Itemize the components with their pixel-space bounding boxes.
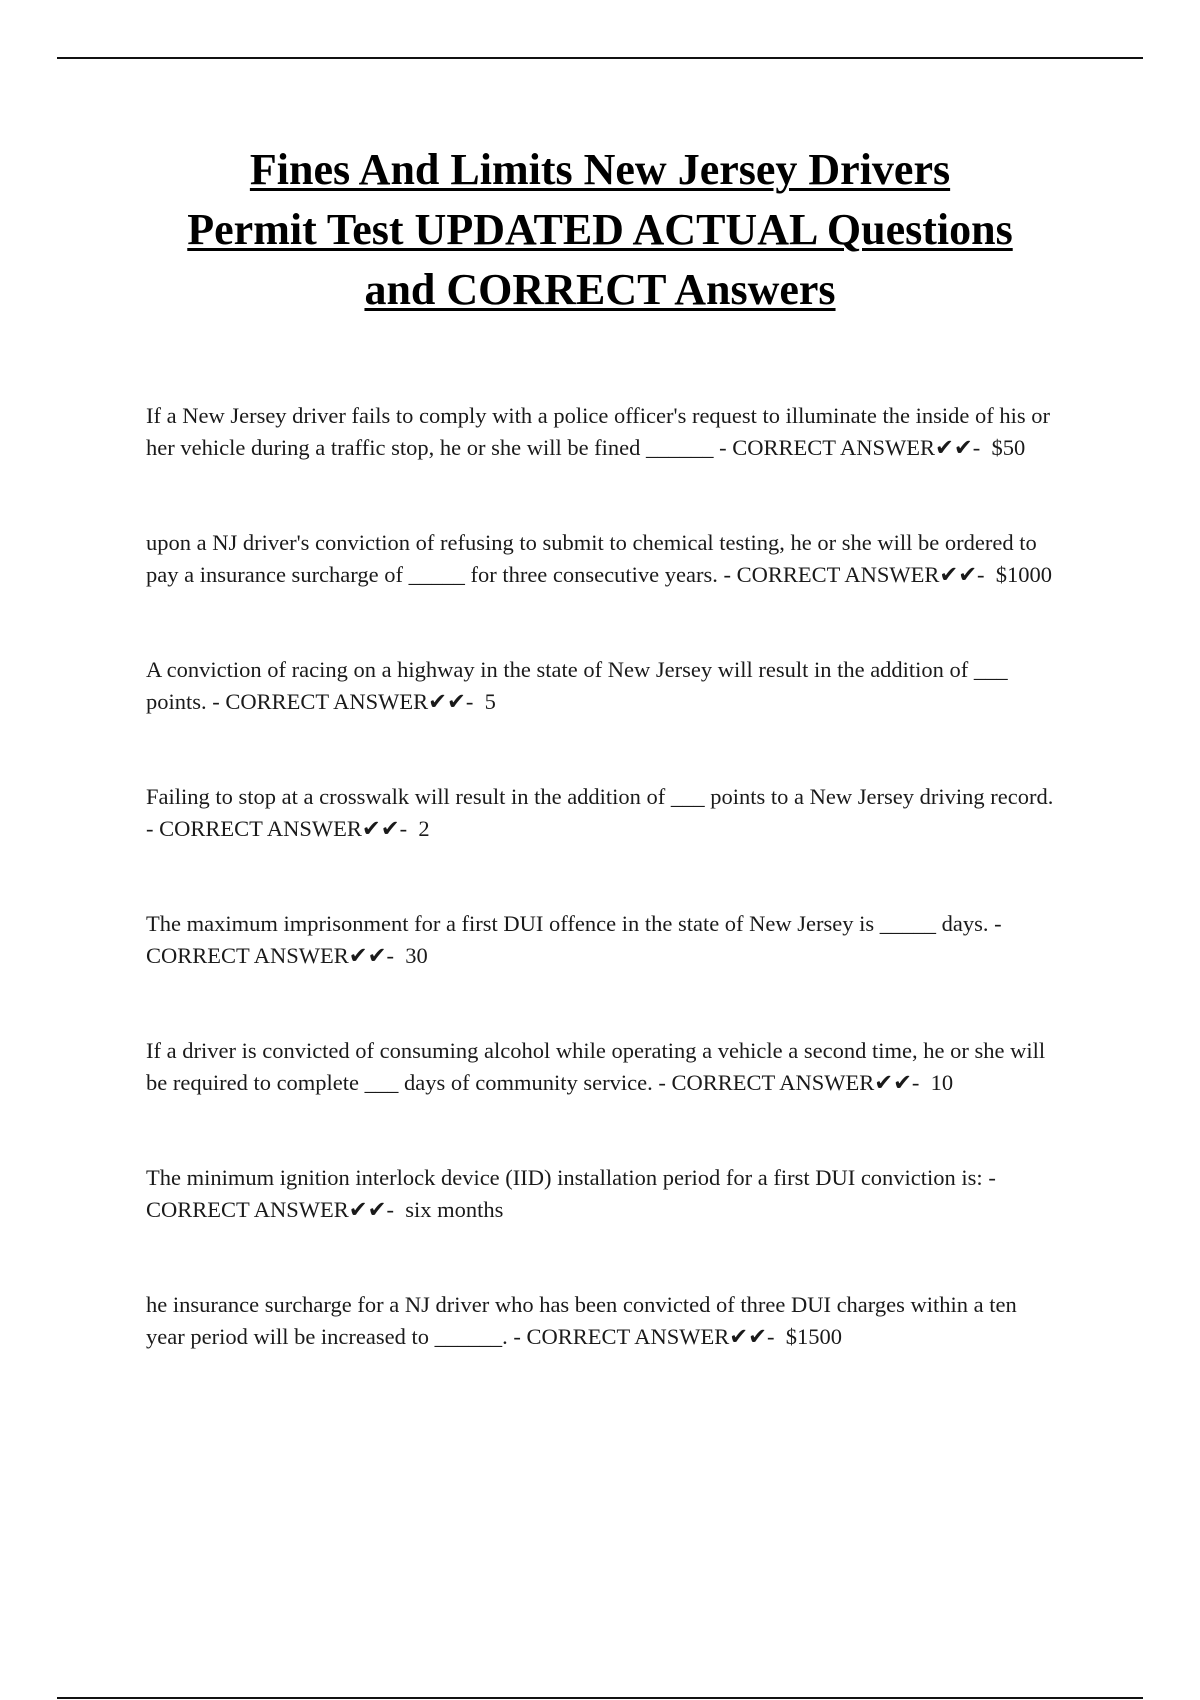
- answer-marker: - CORRECT ANSWER✔✔-: [146, 911, 1002, 968]
- title-line: Permit Test UPDATED ACTUAL Questions: [187, 205, 1013, 254]
- qa-item: [146, 1289, 1054, 1352]
- answer-marker: - CORRECT ANSWER✔✔-: [146, 815, 408, 841]
- top-rule: [57, 57, 1143, 59]
- title-line: and CORRECT Answers: [364, 265, 836, 314]
- document-page: [146, 140, 1054, 1352]
- answer-text: $1500: [785, 1323, 842, 1349]
- question-text: he insurance surcharge for a NJ driver who has been convicted of three DUI charges within a ten year period will be increased to ______.: [146, 1292, 1017, 1349]
- qa-item: [146, 400, 1054, 463]
- qa-item: [146, 1035, 1054, 1098]
- answer-marker: - CORRECT ANSWER✔✔-: [723, 561, 985, 587]
- answer-marker: - CORRECT ANSWER✔✔-: [146, 1165, 996, 1222]
- answer-marker: - CORRECT ANSWER✔✔-: [212, 688, 474, 714]
- question-text: A conviction of racing on a highway in the state of New Jersey will result in the addition of ___ points.: [146, 657, 1008, 714]
- question-text: The maximum imprisonment for a first DUI offence in the state of New Jersey is _____ days.: [146, 911, 989, 936]
- answer-marker: - CORRECT ANSWER✔✔-: [658, 1069, 920, 1095]
- question-list: [146, 400, 1054, 1352]
- qa-item: [146, 654, 1054, 717]
- answer-text: $50: [991, 434, 1026, 460]
- qa-item: [146, 1162, 1054, 1225]
- title-line: Fines And Limits New Jersey Drivers: [249, 145, 951, 194]
- answer-text: 2: [418, 815, 430, 841]
- answer-text: 5: [484, 688, 496, 714]
- question-text: The minimum ignition interlock device (IID) installation period for a first DUI conviction is:: [146, 1165, 983, 1190]
- qa-item: [146, 781, 1054, 844]
- answer-marker: - CORRECT ANSWER✔✔-: [719, 434, 981, 460]
- qa-item: [146, 908, 1054, 971]
- bottom-rule: [57, 1697, 1143, 1699]
- answer-text: 10: [930, 1069, 954, 1095]
- question-text: If a driver is convicted of consuming alcohol while operating a vehicle a second time, he or she will be required to complete ___ days of community service.: [146, 1038, 1046, 1095]
- question-text: If a New Jersey driver fails to comply with a police officer's request to illuminate the inside of his or her vehicle during a traffic stop, he or she will be fined ______: [146, 403, 1051, 460]
- document-title: [146, 140, 1054, 320]
- question-text: Failing to stop at a crosswalk will result in the addition of ___ points to a New Jersey driving record.: [146, 784, 1054, 809]
- answer-marker: - CORRECT ANSWER✔✔-: [513, 1323, 775, 1349]
- answer-text: $1000: [995, 561, 1053, 587]
- answer-text: six months: [405, 1196, 504, 1222]
- question-text: upon a NJ driver's conviction of refusing to submit to chemical testing, he or she will be ordered to pay a insurance surcharge of _____ for three consecutive years.: [146, 530, 1037, 587]
- answer-text: 30: [405, 942, 428, 968]
- qa-item: [146, 527, 1054, 590]
